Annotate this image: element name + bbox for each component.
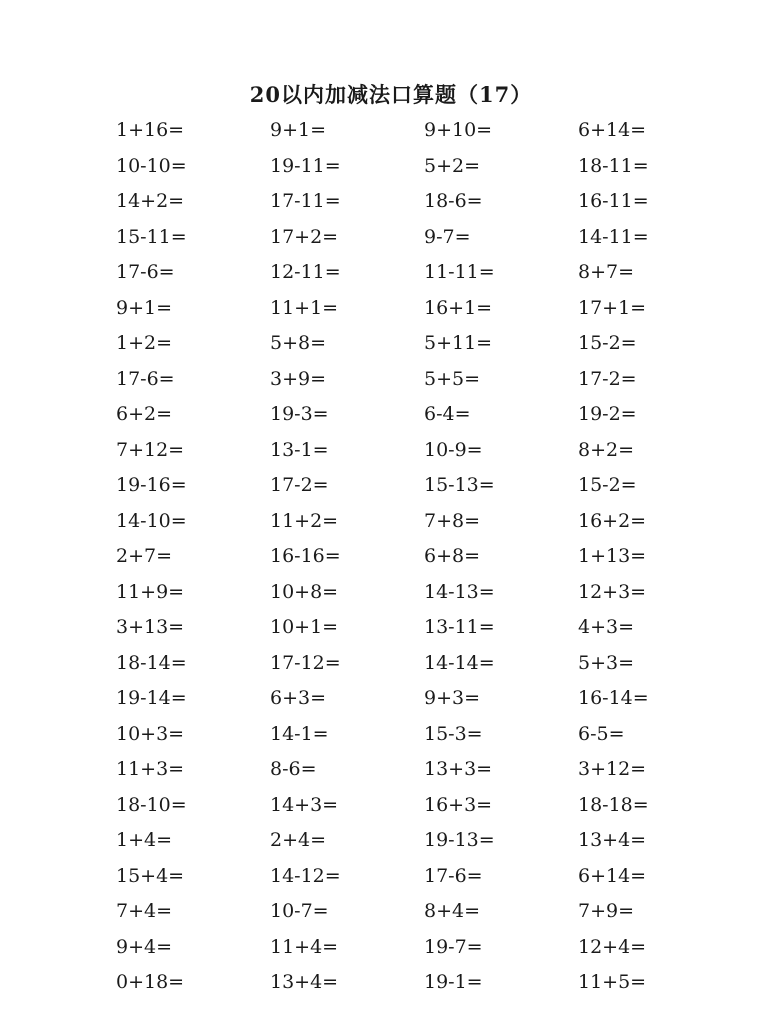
exercise-item: 5+3= bbox=[578, 651, 635, 674]
exercise-item: 6+8= bbox=[424, 545, 481, 567]
exercise-item: 16+1= bbox=[424, 296, 493, 319]
exercise-row bbox=[116, 788, 756, 824]
exercise-item: 18-6= bbox=[424, 190, 483, 212]
exercise-item: 19-13= bbox=[424, 829, 495, 851]
exercise-item: 19-1= bbox=[424, 971, 483, 993]
exercise-item: 2+7= bbox=[116, 545, 173, 567]
exercise-item: 7+8= bbox=[424, 509, 481, 532]
exercise-item: 12+3= bbox=[578, 580, 647, 603]
exercise-item: 6+2= bbox=[116, 403, 173, 425]
exercise-item: 18-18= bbox=[578, 793, 649, 816]
exercise-item: 14-13= bbox=[424, 580, 495, 603]
exercise-item: 11+9= bbox=[116, 580, 185, 603]
exercise-item: 12+4= bbox=[578, 935, 647, 958]
exercise-item: 5+8= bbox=[270, 332, 327, 354]
exercise-item: 6+14= bbox=[578, 864, 647, 887]
exercise-item: 13+4= bbox=[578, 829, 647, 851]
exercise-item: 14+2= bbox=[116, 190, 185, 212]
exercise-item: 13-11= bbox=[424, 616, 495, 638]
exercise-item: 17+2= bbox=[270, 225, 339, 248]
exercise-item: 16+2= bbox=[578, 509, 647, 532]
exercise-item: 3+12= bbox=[578, 758, 647, 780]
exercise-row bbox=[116, 504, 756, 540]
exercise-item: 8-6= bbox=[270, 758, 317, 780]
exercise-row bbox=[116, 752, 756, 788]
exercise-item: 1+16= bbox=[116, 119, 185, 141]
exercise-item: 14-11= bbox=[578, 225, 649, 248]
exercise-item: 16-14= bbox=[578, 687, 649, 709]
exercise-row bbox=[116, 113, 756, 149]
exercise-row bbox=[116, 894, 756, 930]
exercise-item: 14-12= bbox=[270, 864, 341, 887]
exercise-item: 6+14= bbox=[578, 119, 647, 141]
exercise-item: 14-1= bbox=[270, 722, 329, 745]
exercise-item: 6+3= bbox=[270, 687, 327, 709]
exercise-row bbox=[116, 362, 756, 398]
exercise-item: 8+2= bbox=[578, 438, 635, 461]
exercise-item: 17-12= bbox=[270, 651, 341, 674]
exercise-row bbox=[116, 859, 756, 895]
exercise-item: 9-7= bbox=[424, 225, 471, 248]
exercise-item: 10-9= bbox=[424, 438, 483, 461]
exercise-item: 19-14= bbox=[116, 687, 187, 709]
exercise-item: 0+18= bbox=[116, 971, 185, 993]
exercise-row bbox=[116, 184, 756, 220]
exercise-row bbox=[116, 610, 756, 646]
exercise-item: 11+1= bbox=[270, 296, 339, 319]
exercise-item: 18-10= bbox=[116, 793, 187, 816]
exercise-item: 17-11= bbox=[270, 190, 341, 212]
exercise-item: 11+2= bbox=[270, 509, 339, 532]
exercise-row bbox=[116, 930, 756, 966]
exercise-item: 7+12= bbox=[116, 438, 185, 461]
exercise-item: 13+4= bbox=[270, 971, 339, 993]
exercise-item: 13-1= bbox=[270, 438, 329, 461]
exercise-item: 10+8= bbox=[270, 580, 339, 603]
exercise-row bbox=[116, 220, 756, 256]
exercise-item: 9+3= bbox=[424, 687, 481, 709]
exercise-item: 15-11= bbox=[116, 225, 187, 248]
exercise-item: 11-11= bbox=[424, 261, 495, 283]
exercise-item: 17-2= bbox=[578, 367, 637, 390]
exercise-item: 3+13= bbox=[116, 616, 185, 638]
exercise-item: 15-2= bbox=[578, 474, 637, 496]
exercise-item: 6-4= bbox=[424, 403, 471, 425]
exercise-item: 14-14= bbox=[424, 651, 495, 674]
exercise-item: 5+5= bbox=[424, 367, 481, 390]
exercise-item: 15-13= bbox=[424, 474, 495, 496]
exercise-row bbox=[116, 539, 756, 575]
exercise-item: 17+1= bbox=[578, 296, 647, 319]
worksheet-title: 20以内加减法口算题（17） bbox=[249, 82, 533, 107]
exercise-item: 15+4= bbox=[116, 864, 185, 887]
exercise-row bbox=[116, 575, 756, 611]
exercise-item: 19-16= bbox=[116, 474, 187, 496]
exercise-item: 7+9= bbox=[578, 900, 635, 922]
exercise-item: 10+1= bbox=[270, 616, 339, 638]
exercise-row bbox=[116, 468, 756, 504]
exercise-item: 19-3= bbox=[270, 403, 329, 425]
exercise-item: 17-6= bbox=[116, 261, 175, 283]
exercise-row bbox=[116, 823, 756, 859]
exercise-item: 2+4= bbox=[270, 829, 327, 851]
exercise-item: 11+4= bbox=[270, 935, 339, 958]
exercise-row bbox=[116, 291, 756, 327]
exercise-item: 16+3= bbox=[424, 793, 493, 816]
exercise-item: 16-16= bbox=[270, 545, 341, 567]
exercise-item: 17-2= bbox=[270, 474, 329, 496]
exercise-item: 9+10= bbox=[424, 119, 493, 141]
exercise-item: 11+5= bbox=[578, 971, 647, 993]
exercise-row bbox=[116, 681, 756, 717]
exercise-item: 1+4= bbox=[116, 829, 173, 851]
exercise-item: 10+3= bbox=[116, 722, 185, 745]
exercise-item: 1+2= bbox=[116, 332, 173, 354]
exercise-item: 19-7= bbox=[424, 935, 483, 958]
exercise-row bbox=[116, 255, 756, 291]
exercise-item: 8+7= bbox=[578, 261, 635, 283]
exercise-item: 15-3= bbox=[424, 722, 483, 745]
exercise-item: 11+3= bbox=[116, 758, 185, 780]
exercise-row bbox=[116, 717, 756, 753]
exercise-item: 18-14= bbox=[116, 651, 187, 674]
exercise-item: 9+4= bbox=[116, 935, 173, 958]
exercise-item: 16-11= bbox=[578, 190, 649, 212]
exercise-item: 5+2= bbox=[424, 154, 481, 177]
exercise-item: 13+3= bbox=[424, 758, 493, 780]
exercise-item: 3+9= bbox=[270, 367, 327, 390]
exercise-item: 8+4= bbox=[424, 900, 481, 922]
exercise-item: 9+1= bbox=[116, 296, 173, 319]
exercise-item: 12-11= bbox=[270, 261, 341, 283]
exercise-grid bbox=[116, 113, 756, 1001]
exercise-item: 5+11= bbox=[424, 332, 493, 354]
exercise-item: 19-2= bbox=[578, 403, 637, 425]
exercise-row bbox=[116, 965, 756, 1001]
exercise-item: 15-2= bbox=[578, 332, 637, 354]
exercise-item: 17-6= bbox=[424, 864, 483, 887]
exercise-item: 9+1= bbox=[270, 119, 327, 141]
exercise-row bbox=[116, 646, 756, 682]
exercise-item: 19-11= bbox=[270, 154, 341, 177]
exercise-row bbox=[116, 433, 756, 469]
exercise-row bbox=[116, 149, 756, 185]
exercise-item: 7+4= bbox=[116, 900, 173, 922]
exercise-item: 14+3= bbox=[270, 793, 339, 816]
exercise-row bbox=[116, 326, 756, 362]
exercise-item: 4+3= bbox=[578, 616, 635, 638]
exercise-item: 18-11= bbox=[578, 154, 649, 177]
exercise-row bbox=[116, 397, 756, 433]
exercise-item: 17-6= bbox=[116, 367, 175, 390]
exercise-item: 1+13= bbox=[578, 545, 647, 567]
exercise-item: 10-7= bbox=[270, 900, 329, 922]
exercise-item: 6-5= bbox=[578, 722, 625, 745]
exercise-item: 10-10= bbox=[116, 154, 187, 177]
exercise-item: 14-10= bbox=[116, 509, 187, 532]
